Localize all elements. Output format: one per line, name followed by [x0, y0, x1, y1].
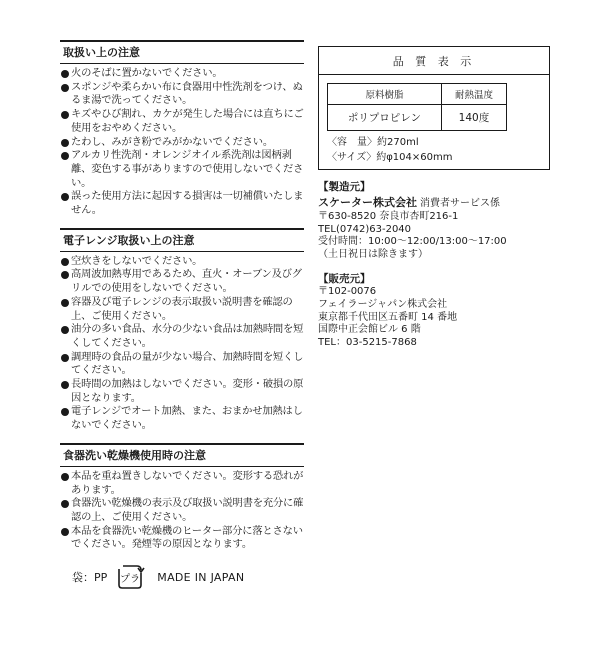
pla-recycle-icon: [113, 562, 147, 592]
bag-material-label: 袋：PP: [72, 571, 108, 585]
quality-title: 品 質 表 示: [319, 47, 549, 75]
microwave-item: 電子レンジでオート加熱、また、おまかせ加熱はしないでください。: [60, 405, 304, 432]
seller-address-1: 東京都千代田区五番町 14 番地: [318, 311, 458, 323]
maker-info: [318, 180, 550, 350]
microwave-item: 油分の多い食品、水分の少ない食品は加熱時間を短くしてください。: [60, 323, 304, 350]
dishwasher-title: 食器洗い乾燥機使用時の注意: [60, 443, 304, 467]
seller-address-2: 国際中正会館ビル 6 階: [318, 324, 421, 336]
material-value: ポリプロピレン: [328, 105, 442, 131]
caution-list: [60, 67, 304, 218]
seller-name: フェイラージャパン株式会社: [318, 298, 448, 310]
dishwasher-item: 本品を食器洗い乾燥機のヒーター部分に落とさないでください。発煙等の原因となります。: [60, 525, 304, 552]
microwave-item: 調理時の食品の量が少ない場合、加熱時間を短くしてください。: [60, 351, 304, 378]
caution-item: アルカリ性洗剤・オレンジオイル系洗剤は図柄剥離、変色する事がありますので使用しないでください。: [60, 149, 304, 190]
dishwasher-item: 食器洗い乾燥機の表示及び取扱い説明書を充分に確認の上、ご使用ください。: [60, 497, 304, 524]
maker-heading: 【製造元】: [318, 181, 371, 193]
material-header: 原料樹脂: [328, 84, 442, 105]
caution-item: 誤った使用方法に起因する損害は一切補償いたしません。: [60, 190, 304, 217]
quality-table: [327, 83, 507, 131]
dishwasher-item: 本品を重ね置きしないでください。変形する恐れがあります。: [60, 470, 304, 497]
caution-item: 火のそばに置かないでください。: [60, 67, 304, 81]
pla-mark-text: プラ: [120, 574, 141, 586]
size-line: 〈サイズ〉約φ104×60mm: [327, 152, 453, 163]
caution-title: 取扱い上の注意: [60, 40, 304, 64]
maker-row: [318, 194, 550, 211]
maker-closed: （土日祝日は除きます）: [318, 249, 428, 261]
dishwasher-list: [60, 470, 304, 552]
maker-hours: 受付時間：10:00～12:00/13:00～17:00: [318, 236, 507, 248]
microwave-list: [60, 255, 304, 433]
microwave-item: 長時間の加熱はしないでください。変形・破損の原因となります。: [60, 378, 304, 405]
seller-zip: 〒102-0076: [318, 285, 377, 297]
material-footer: [60, 562, 304, 592]
microwave-section: [60, 228, 304, 433]
caution-section: [60, 40, 304, 218]
capacity-line: 〈容 量〉約270ml: [327, 137, 419, 148]
quality-box: [318, 46, 550, 170]
microwave-item: 容器及び電子レンジの表示取扱い説明書を確認の上、ご使用ください。: [60, 296, 304, 323]
seller-tel: TEL：03-5215-7868: [318, 337, 417, 349]
microwave-item: 空炊きをしないでください。: [60, 255, 304, 269]
maker-address: 〒630-8520 奈良市杏町216-1: [318, 210, 459, 222]
maker-dept: 消費者サービス係: [420, 198, 500, 209]
caution-item: キズやひび割れ、カケが発生した場合には直ちにご使用をおやめください。: [60, 108, 304, 135]
right-column: [318, 46, 550, 350]
caution-item: たわし、みがき粉でみがかないでください。: [60, 136, 304, 150]
maker-tel: TEL(0742)63-2040: [318, 223, 412, 235]
made-in-label: MADE IN JAPAN: [157, 570, 245, 584]
left-column: [60, 40, 304, 592]
maker-name: スケーター株式会社: [318, 196, 417, 209]
microwave-title: 電子レンジ取扱い上の注意: [60, 228, 304, 252]
heat-value: 140度: [441, 105, 506, 131]
dishwasher-section: [60, 443, 304, 552]
microwave-item: 高周波加熱専用であるため、直火・オーブン及びグリルでの使用をしないでください。: [60, 268, 304, 295]
seller-heading: 【販売元】: [318, 272, 371, 285]
caution-item: スポンジや柔らかい布に食器用中性洗剤をつけ、ぬるま湯で洗ってください。: [60, 81, 304, 108]
heat-header: 耐熱温度: [441, 84, 506, 105]
